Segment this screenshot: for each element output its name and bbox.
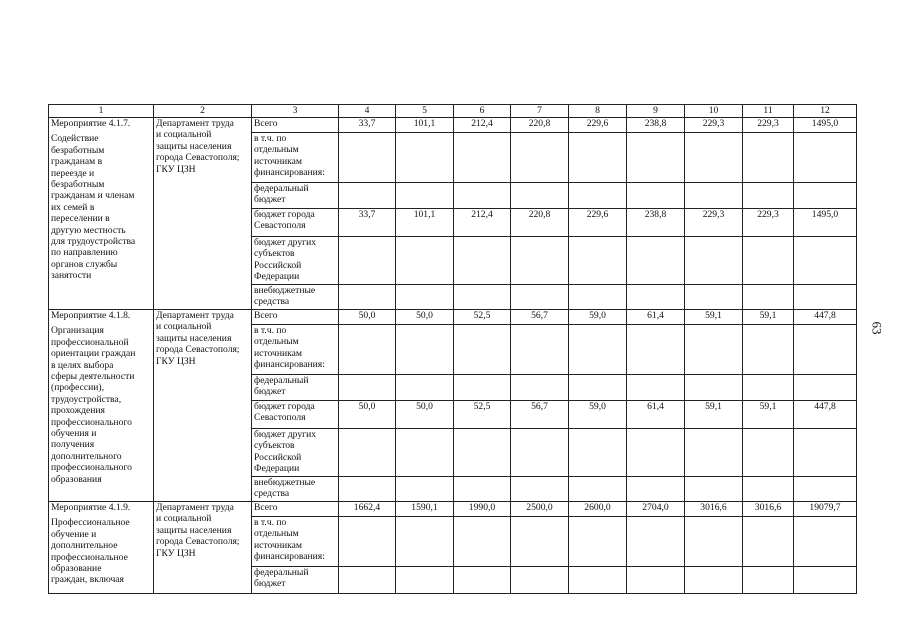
- value-cell: [627, 477, 685, 502]
- value-cell: [396, 325, 454, 375]
- value-cell: [454, 325, 511, 375]
- value-cell: [743, 517, 794, 567]
- value-cell: 1662,4: [339, 502, 396, 517]
- value-cell: 229,6: [569, 118, 627, 133]
- value-cell: [396, 133, 454, 183]
- column-header: 5: [396, 105, 454, 118]
- value-cell: [339, 567, 396, 594]
- value-cell: 56,7: [511, 310, 569, 325]
- executor-cell: Департамент труда и социальной защиты населения города Севастополя; ГКУ ЦЗН: [154, 118, 252, 310]
- value-cell: 50,0: [339, 310, 396, 325]
- funding-source-label: бюджет города Севастополя: [252, 209, 339, 237]
- value-cell: 33,7: [339, 118, 396, 133]
- value-cell: [454, 183, 511, 209]
- value-cell: [454, 133, 511, 183]
- value-cell: [794, 375, 857, 401]
- value-cell: [339, 325, 396, 375]
- value-cell: 19079,7: [794, 502, 857, 517]
- value-cell: [511, 237, 569, 285]
- value-cell: [627, 375, 685, 401]
- value-cell: [396, 429, 454, 477]
- funding-source-label: в т.ч. по отдельным источникам финансирования:: [252, 133, 339, 183]
- value-cell: 2600,0: [569, 502, 627, 517]
- value-cell: [339, 517, 396, 567]
- executor-cell: Департамент труда и социальной защиты населения города Севастополя; ГКУ ЦЗН: [154, 310, 252, 502]
- value-cell: [569, 133, 627, 183]
- value-cell: [627, 567, 685, 594]
- value-cell: [743, 325, 794, 375]
- value-cell: 56,7: [511, 401, 569, 429]
- value-cell: [685, 183, 743, 209]
- value-cell: 3016,6: [685, 502, 743, 517]
- value-cell: 238,8: [627, 118, 685, 133]
- measure-title: Мероприятие 4.1.9.: [51, 502, 131, 513]
- value-cell: 229,3: [685, 209, 743, 237]
- value-cell: [339, 375, 396, 401]
- value-cell: 1990,0: [454, 502, 511, 517]
- value-cell: 2500,0: [511, 502, 569, 517]
- column-header: 1: [49, 105, 154, 118]
- value-cell: 59,1: [685, 401, 743, 429]
- value-cell: [685, 375, 743, 401]
- value-cell: 50,0: [339, 401, 396, 429]
- value-cell: [743, 237, 794, 285]
- value-cell: [569, 325, 627, 375]
- value-cell: [685, 237, 743, 285]
- value-cell: 59,0: [569, 310, 627, 325]
- column-header: 11: [743, 105, 794, 118]
- value-cell: [627, 285, 685, 310]
- measure-cell: [49, 118, 154, 310]
- funding-source-label: федеральный бюджет: [252, 183, 339, 209]
- table-row: [49, 310, 857, 325]
- value-cell: 101,1: [396, 209, 454, 237]
- value-cell: [627, 183, 685, 209]
- value-cell: [511, 567, 569, 594]
- value-cell: [794, 183, 857, 209]
- funding-source-label: бюджет города Севастополя: [252, 401, 339, 429]
- value-cell: [569, 237, 627, 285]
- value-cell: [511, 517, 569, 567]
- value-cell: 229,3: [743, 209, 794, 237]
- value-cell: [511, 375, 569, 401]
- value-cell: [339, 477, 396, 502]
- column-header: 3: [252, 105, 339, 118]
- value-cell: [569, 429, 627, 477]
- value-cell: [685, 517, 743, 567]
- funding-source-label: федеральный бюджет: [252, 567, 339, 594]
- value-cell: 101,1: [396, 118, 454, 133]
- value-cell: 1590,1: [396, 502, 454, 517]
- funding-source-label: Всего: [252, 118, 339, 133]
- value-cell: [454, 517, 511, 567]
- measure-cell: [49, 502, 154, 594]
- measure-cell: [49, 310, 154, 502]
- value-cell: [743, 429, 794, 477]
- value-cell: [454, 285, 511, 310]
- measure-description: Профессиональное обучение и дополнительное профессиональное образование граждан, включая: [51, 517, 130, 586]
- funding-source-label: внебюджетные средства: [252, 285, 339, 310]
- value-cell: [339, 237, 396, 285]
- value-cell: [454, 375, 511, 401]
- value-cell: [743, 285, 794, 310]
- value-cell: [396, 237, 454, 285]
- value-cell: [569, 477, 627, 502]
- value-cell: [569, 285, 627, 310]
- value-cell: [685, 567, 743, 594]
- value-cell: [396, 285, 454, 310]
- value-cell: 52,5: [454, 310, 511, 325]
- value-cell: 2704,0: [627, 502, 685, 517]
- value-cell: [794, 133, 857, 183]
- table-row: [49, 118, 857, 133]
- value-cell: [511, 183, 569, 209]
- budget-table: [48, 104, 857, 594]
- column-header: 7: [511, 105, 569, 118]
- value-cell: 220,8: [511, 209, 569, 237]
- value-cell: [794, 429, 857, 477]
- value-cell: 50,0: [396, 310, 454, 325]
- value-cell: 59,1: [685, 310, 743, 325]
- column-header: 12: [794, 105, 857, 118]
- value-cell: 59,0: [569, 401, 627, 429]
- value-cell: 61,4: [627, 401, 685, 429]
- column-header: 10: [685, 105, 743, 118]
- value-cell: [396, 477, 454, 502]
- value-cell: [511, 285, 569, 310]
- value-cell: [627, 325, 685, 375]
- column-header: 6: [454, 105, 511, 118]
- value-cell: [794, 567, 857, 594]
- value-cell: [339, 183, 396, 209]
- column-header: 9: [627, 105, 685, 118]
- value-cell: 229,3: [743, 118, 794, 133]
- value-cell: [339, 285, 396, 310]
- column-header: 2: [154, 105, 252, 118]
- column-header: 8: [569, 105, 627, 118]
- value-cell: [627, 133, 685, 183]
- value-cell: 447,8: [794, 401, 857, 429]
- value-cell: 1495,0: [794, 118, 857, 133]
- funding-source-label: в т.ч. по отдельным источникам финансирования:: [252, 517, 339, 567]
- value-cell: [794, 517, 857, 567]
- value-cell: [454, 567, 511, 594]
- value-cell: 50,0: [396, 401, 454, 429]
- value-cell: 447,8: [794, 310, 857, 325]
- value-cell: [511, 325, 569, 375]
- value-cell: [511, 477, 569, 502]
- value-cell: [794, 325, 857, 375]
- value-cell: [339, 133, 396, 183]
- executor-cell: Департамент труда и социальной защиты населения города Севастополя; ГКУ ЦЗН: [154, 502, 252, 594]
- value-cell: [743, 183, 794, 209]
- value-cell: 52,5: [454, 401, 511, 429]
- value-cell: [685, 133, 743, 183]
- measure-description: Организация профессиональной ориентации граждан в целях выбора сферы деятельности (профессии), трудоустройства, прохождения профессионального обучения и получения дополнительного профессионального образования: [51, 325, 136, 485]
- value-cell: [794, 477, 857, 502]
- funding-source-label: бюджет других субъектов Российской Федерации: [252, 429, 339, 477]
- value-cell: [511, 133, 569, 183]
- value-cell: 212,4: [454, 118, 511, 133]
- funding-source-label: внебюджетные средства: [252, 477, 339, 502]
- value-cell: [685, 429, 743, 477]
- value-cell: [396, 375, 454, 401]
- value-cell: [511, 429, 569, 477]
- value-cell: 33,7: [339, 209, 396, 237]
- value-cell: [454, 477, 511, 502]
- page-number: 63: [869, 321, 885, 335]
- funding-source-label: Всего: [252, 310, 339, 325]
- value-cell: [569, 375, 627, 401]
- value-cell: [794, 237, 857, 285]
- funding-source-label: в т.ч. по отдельным источникам финансирования:: [252, 325, 339, 375]
- funding-source-label: федеральный бюджет: [252, 375, 339, 401]
- value-cell: [454, 429, 511, 477]
- value-cell: [454, 237, 511, 285]
- value-cell: 1495,0: [794, 209, 857, 237]
- value-cell: [396, 567, 454, 594]
- value-cell: [339, 429, 396, 477]
- funding-source-label: бюджет других субъектов Российской Федерации: [252, 237, 339, 285]
- value-cell: 59,1: [743, 401, 794, 429]
- column-header: 4: [339, 105, 396, 118]
- value-cell: 61,4: [627, 310, 685, 325]
- value-cell: [743, 477, 794, 502]
- value-cell: [569, 517, 627, 567]
- value-cell: 220,8: [511, 118, 569, 133]
- value-cell: [685, 285, 743, 310]
- value-cell: [627, 237, 685, 285]
- measure-title: Мероприятие 4.1.8.: [51, 310, 131, 321]
- value-cell: [743, 133, 794, 183]
- value-cell: [396, 183, 454, 209]
- value-cell: 229,6: [569, 209, 627, 237]
- value-cell: [627, 429, 685, 477]
- value-cell: [627, 517, 685, 567]
- measure-description: Содействие безработным гражданам в переезде и безработным гражданам и членам их семей в переселении в другую местность для трудоустройства по направлению органов службы занятости: [51, 133, 136, 282]
- value-cell: [569, 567, 627, 594]
- value-cell: 59,1: [743, 310, 794, 325]
- value-cell: [685, 325, 743, 375]
- value-cell: [685, 477, 743, 502]
- value-cell: [794, 285, 857, 310]
- value-cell: [743, 567, 794, 594]
- value-cell: [396, 517, 454, 567]
- value-cell: [743, 375, 794, 401]
- table-row: [49, 502, 857, 517]
- value-cell: 238,8: [627, 209, 685, 237]
- value-cell: 3016,6: [743, 502, 794, 517]
- value-cell: 229,3: [685, 118, 743, 133]
- measure-title: Мероприятие 4.1.7.: [51, 118, 131, 129]
- header-row: [49, 105, 857, 118]
- value-cell: [569, 183, 627, 209]
- funding-source-label: Всего: [252, 502, 339, 517]
- value-cell: 212,4: [454, 209, 511, 237]
